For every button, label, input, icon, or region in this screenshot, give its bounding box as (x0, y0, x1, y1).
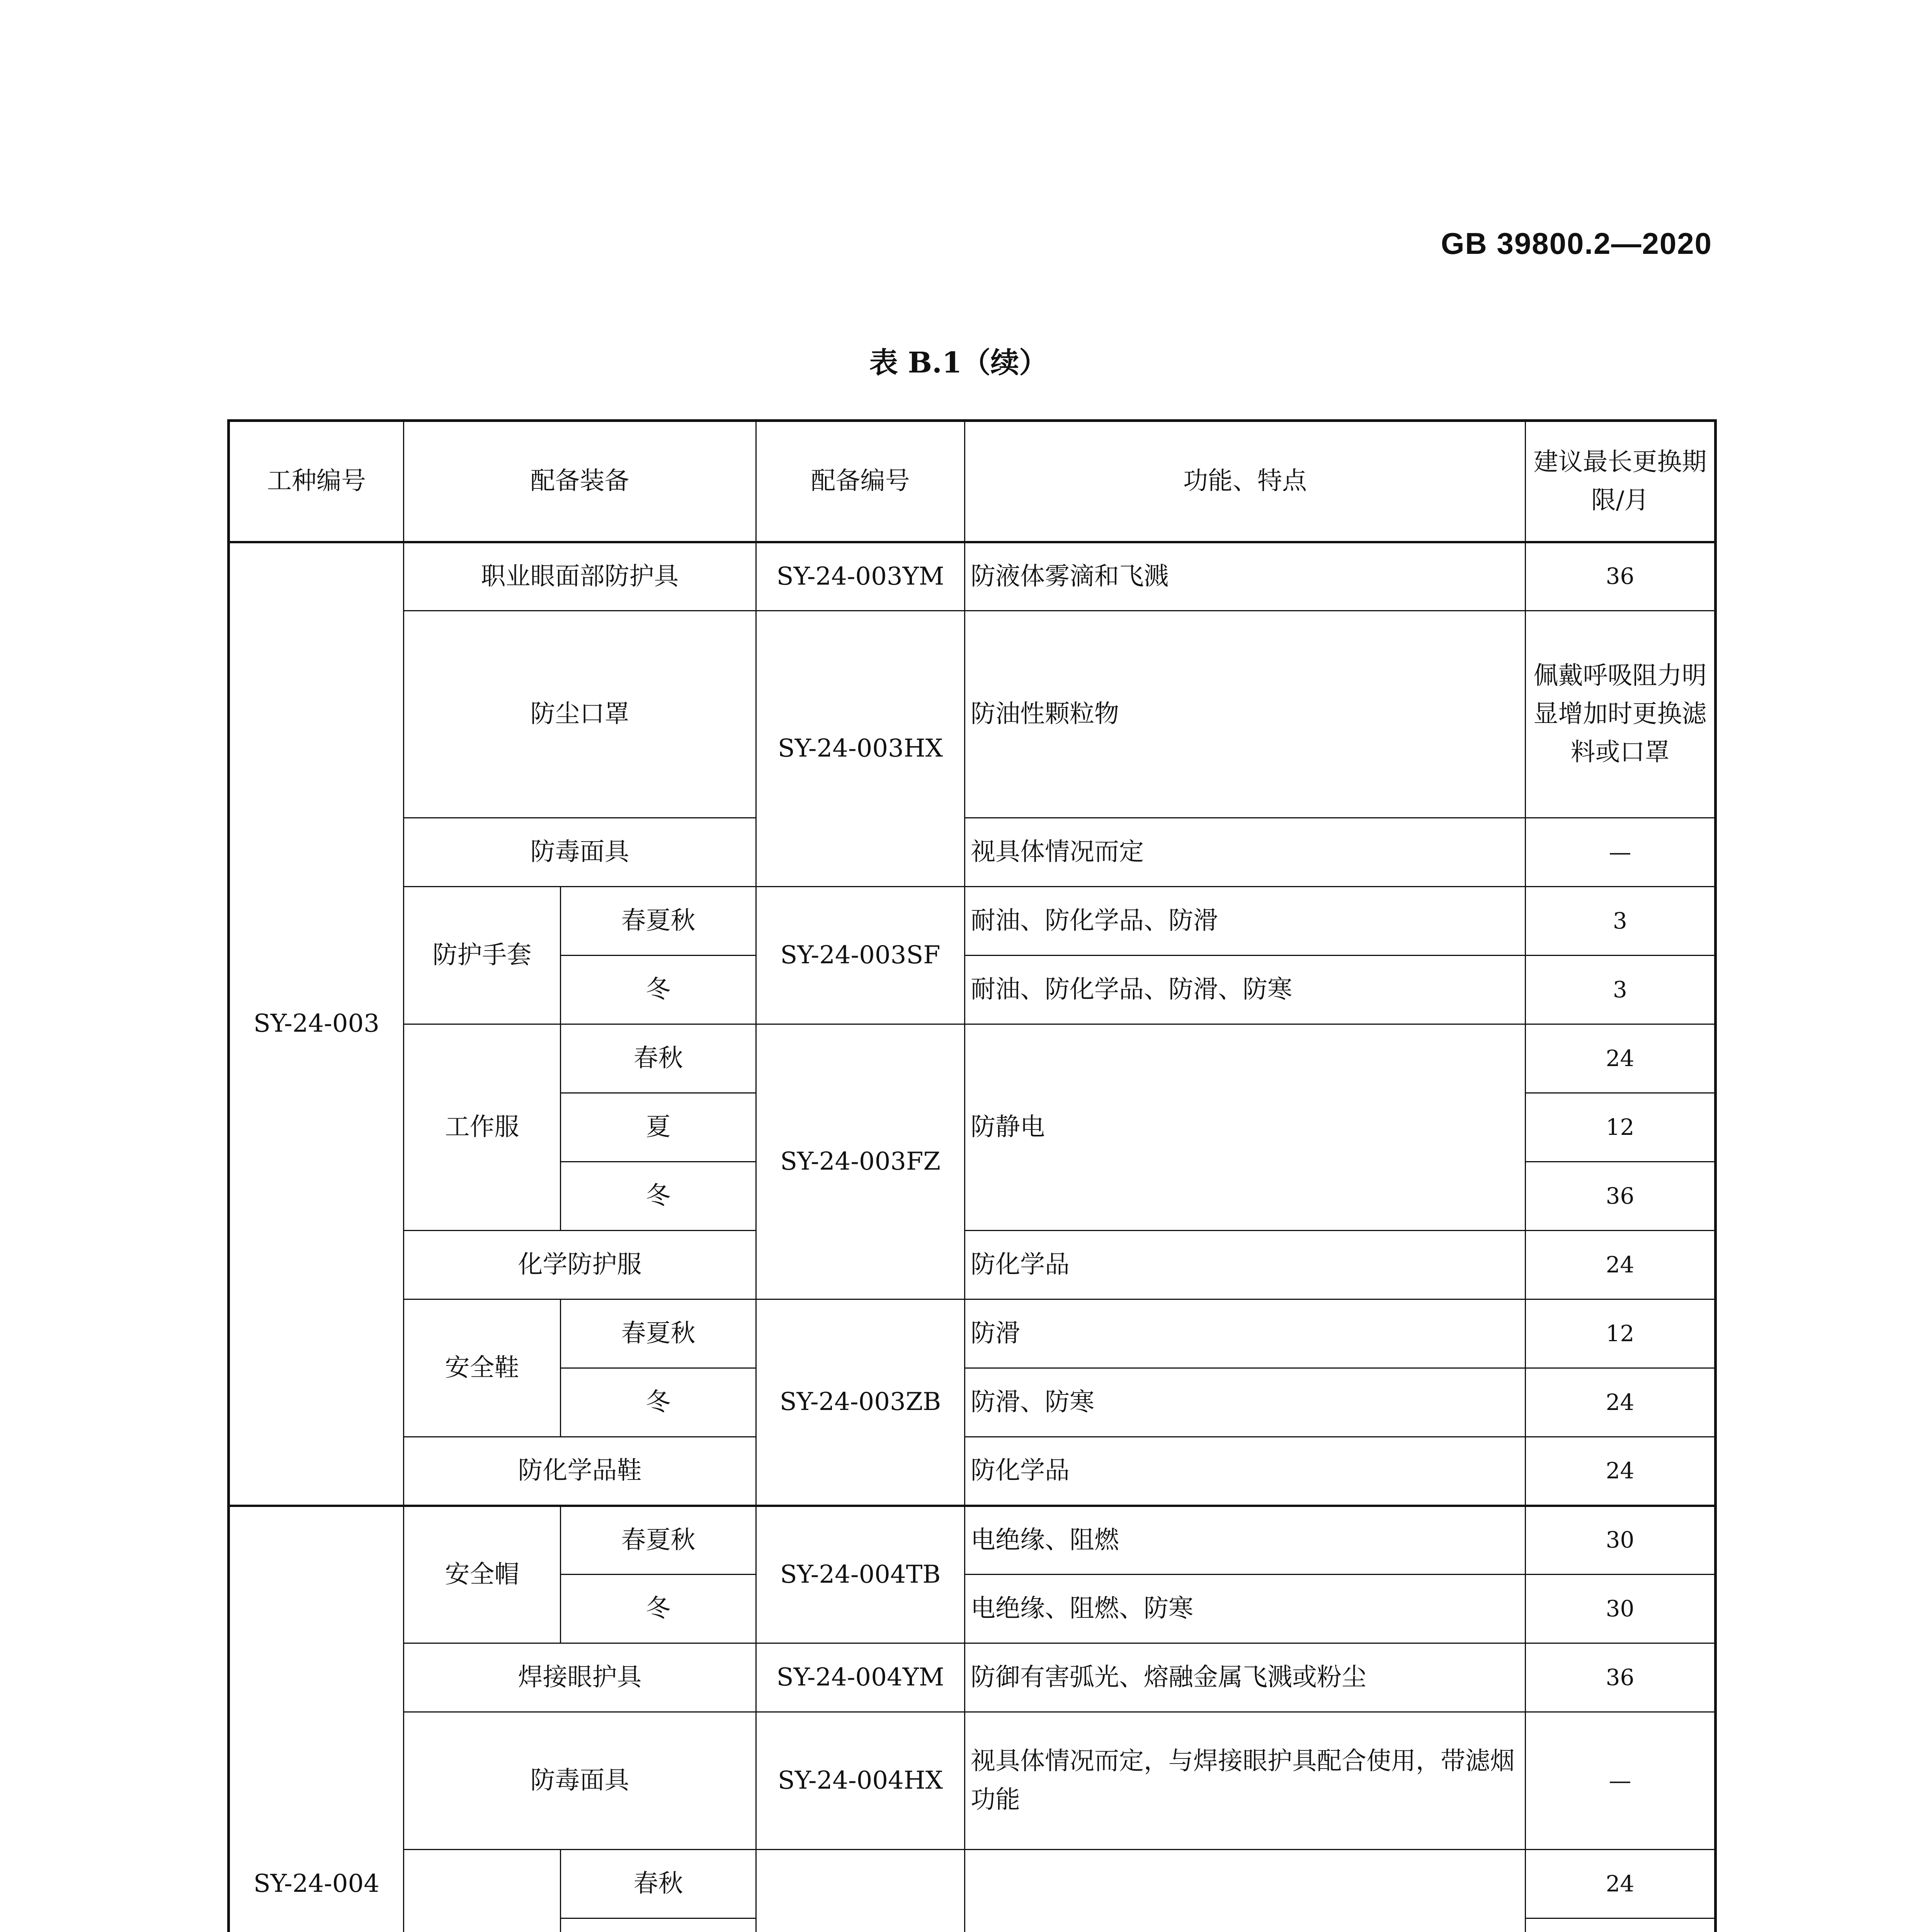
feature-cell: 防油性颗粒物 (965, 611, 1526, 818)
table-row (229, 611, 1716, 818)
header-equipment: 配备装备 (404, 421, 756, 542)
table-row (229, 1024, 1716, 1093)
equipment-cell: 防护手套 (404, 887, 561, 1024)
job-code-cell: SY-24-003 (229, 542, 404, 1506)
period-cell (1526, 1918, 1716, 1932)
period-cell: 36 (1526, 1162, 1716, 1231)
table-row (229, 1437, 1716, 1506)
header-period: 建议最长更换期限/月 (1526, 421, 1716, 542)
feature-cell: 耐油、防化学品、防滑、防寒 (965, 956, 1526, 1024)
feature-cell: 防化学品 (965, 1231, 1526, 1299)
equipment-cell: 安全鞋 (404, 1299, 561, 1437)
equip-code-cell: SY-24-003ZB (756, 1299, 965, 1506)
feature-cell: 视具体情况而定 (965, 818, 1526, 887)
period-cell: 24 (1526, 1437, 1716, 1506)
table-title: 表 B.1（续） (869, 346, 1048, 379)
table-row (229, 1643, 1716, 1712)
feature-cell: 防御有害弧光、熔融金属飞溅或粉尘 (965, 1643, 1526, 1712)
season-cell: 冬 (561, 956, 756, 1024)
equipment-cell: 防毒面具 (404, 1712, 756, 1850)
season-cell (561, 1918, 756, 1932)
period-cell: 24 (1526, 1850, 1716, 1918)
feature-cell: 耐油、防化学品、防滑 (965, 887, 1526, 956)
equip-code-cell: SY-24-004HX (756, 1712, 965, 1850)
period-cell: 30 (1526, 1506, 1716, 1575)
table-row (229, 1850, 1716, 1918)
equip-code-cell: SY-24-003SF (756, 887, 965, 1024)
standard-code: GB 39800.2—2020 (1441, 226, 1712, 260)
table-row (229, 1712, 1716, 1850)
season-cell: 春秋 (561, 1850, 756, 1918)
period-cell: — (1526, 1712, 1716, 1850)
table-row (229, 887, 1716, 956)
feature-cell: 视具体情况而定，与焊接眼护具配合使用，带滤烟功能 (965, 1712, 1526, 1850)
feature-cell: 电绝缘、阻燃 (965, 1506, 1526, 1575)
feature-cell: 防滑 (965, 1299, 1526, 1368)
equipment-cell: 防毒面具 (404, 818, 756, 887)
equipment-cell: 化学防护服 (404, 1231, 756, 1299)
table-row (229, 1299, 1716, 1368)
period-cell: 30 (1526, 1575, 1716, 1643)
season-cell: 春夏秋 (561, 1299, 756, 1368)
equipment-cell: 工作服 (404, 1024, 561, 1231)
period-cell: 24 (1526, 1231, 1716, 1299)
table-row (229, 818, 1716, 887)
period-cell: 3 (1526, 887, 1716, 956)
equip-code-cell: SY-24-003FZ (756, 1024, 965, 1299)
table-row (229, 1506, 1716, 1575)
equipment-cell: 安全帽 (404, 1506, 561, 1643)
header-job-code: 工种编号 (229, 421, 404, 542)
header-equip-code: 配备编号 (756, 421, 965, 542)
season-cell: 冬 (561, 1162, 756, 1231)
feature-cell: 防化学品 (965, 1437, 1526, 1506)
period-cell: 36 (1526, 1643, 1716, 1712)
season-cell: 冬 (561, 1368, 756, 1437)
table-header-row (229, 421, 1716, 542)
season-cell: 春秋 (561, 1024, 756, 1093)
equipment-cell: 防尘口罩 (404, 611, 756, 818)
feature-cell (965, 1850, 1526, 1932)
equipment-table (227, 419, 1717, 1932)
equipment-cell: 焊接眼护具 (404, 1643, 756, 1712)
job-code-cell: SY-24-004 (229, 1506, 404, 1932)
season-cell: 夏 (561, 1093, 756, 1162)
season-cell: 春夏秋 (561, 887, 756, 956)
equipment-cell: 职业眼面部防护具 (404, 542, 756, 611)
feature-cell: 防静电 (965, 1024, 1526, 1231)
equipment-cell (404, 1850, 561, 1932)
table-row (229, 1231, 1716, 1299)
period-cell: 36 (1526, 542, 1716, 611)
equip-code-cell: SY-24-004YM (756, 1643, 965, 1712)
header-features: 功能、特点 (965, 421, 1526, 542)
period-cell: 12 (1526, 1093, 1716, 1162)
equipment-cell: 防化学品鞋 (404, 1437, 756, 1506)
period-cell: 12 (1526, 1299, 1716, 1368)
equip-code-cell: SY-24-004TB (756, 1506, 965, 1643)
season-cell: 冬 (561, 1575, 756, 1643)
equip-code-cell: SY-24-003HX (756, 611, 965, 887)
equip-code-cell (756, 1850, 965, 1932)
feature-cell: 电绝缘、阻燃、防寒 (965, 1575, 1526, 1643)
equip-code-cell: SY-24-003YM (756, 542, 965, 611)
period-cell: — (1526, 818, 1716, 887)
period-cell: 佩戴呼吸阻力明显增加时更换滤料或口罩 (1526, 611, 1716, 818)
season-cell: 春夏秋 (561, 1506, 756, 1575)
period-cell: 3 (1526, 956, 1716, 1024)
feature-cell: 防液体雾滴和飞溅 (965, 542, 1526, 611)
table-row (229, 542, 1716, 611)
period-cell: 24 (1526, 1024, 1716, 1093)
feature-cell: 防滑、防寒 (965, 1368, 1526, 1437)
period-cell: 24 (1526, 1368, 1716, 1437)
